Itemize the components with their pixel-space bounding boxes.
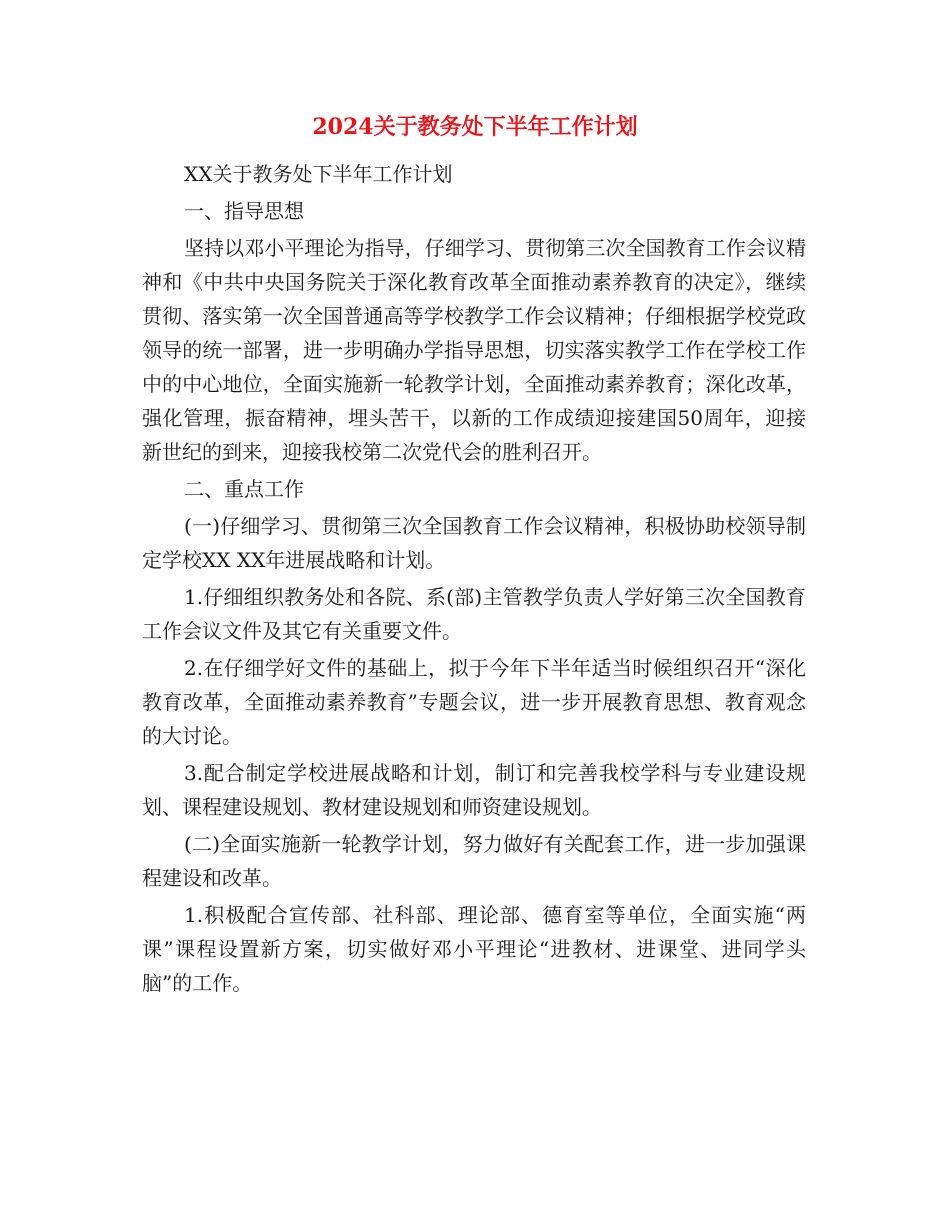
document-body xyxy=(142,157,806,1003)
paragraph-guiding-thought: 坚持以邓小平理论为指导，仔细学习、贯彻第三次全国教育工作会议精神和《中共中央国务院关于深化教育改革全面推动素养教育的决定》，继续贯彻、落实第一次全国普通高等学校教学工作会议精神；仔细根据学校党政领导的统一部署，进一步明确办学指导思想，切实落实教学工作在学校工作中的中心地位，全面实施新一轮教学计划，全面推动素养教育；深化改革，强化管理，振奋精神，埋头苦干，以新的工作成绩迎接建国50周年，迎接新世纪的到来，迎接我校第二次党代会的胜利召开。 xyxy=(142,236,806,464)
paragraph-item-2-1: 1.积极配合宣传部、社科部、理论部、德育室等单位，全面实施“两课”课程设置新方案，切实做好邓小平理论“进教材、进课堂、进同学头脑”的工作。 xyxy=(142,903,806,995)
paragraph-key-work-1: (一)仔细学习、贯彻第三次全国教育工作会议精神，积极协助校领导制定学校XX XX年进展战略和计划。 xyxy=(142,514,806,572)
section-heading-key-work: 二、重点工作 xyxy=(184,477,304,501)
document-title: 2024关于教务处下半年工作计划 xyxy=(312,114,638,140)
paragraph-subtitle: XX关于教务处下半年工作计划 xyxy=(184,162,453,186)
paragraph-key-work-2: (二)全面实施新一轮教学计划，努力做好有关配套工作，进一步加强课程建设和改革。 xyxy=(142,832,806,890)
section-heading-guiding-thought: 一、指导思想 xyxy=(184,199,304,223)
paragraph-item-1-2: 2.在仔细学好文件的基础上，拟于今年下半年适当时候组织召开“深化教育改革，全面推动素养教育”专题会议，进一步开展教育思想、教育观念的大讨论。 xyxy=(142,656,806,748)
paragraph-item-1-1: 1.仔细组织教务处和各院、系(部)主管教学负责人学好第三次全国教育工作会议文件及其它有关重要文件。 xyxy=(142,585,806,643)
paragraph-item-1-3: 3.配合制定学校进展战略和计划，制订和完善我校学科与专业建设规划、课程建设规划、教材建设规划和师资建设规划。 xyxy=(142,761,806,819)
